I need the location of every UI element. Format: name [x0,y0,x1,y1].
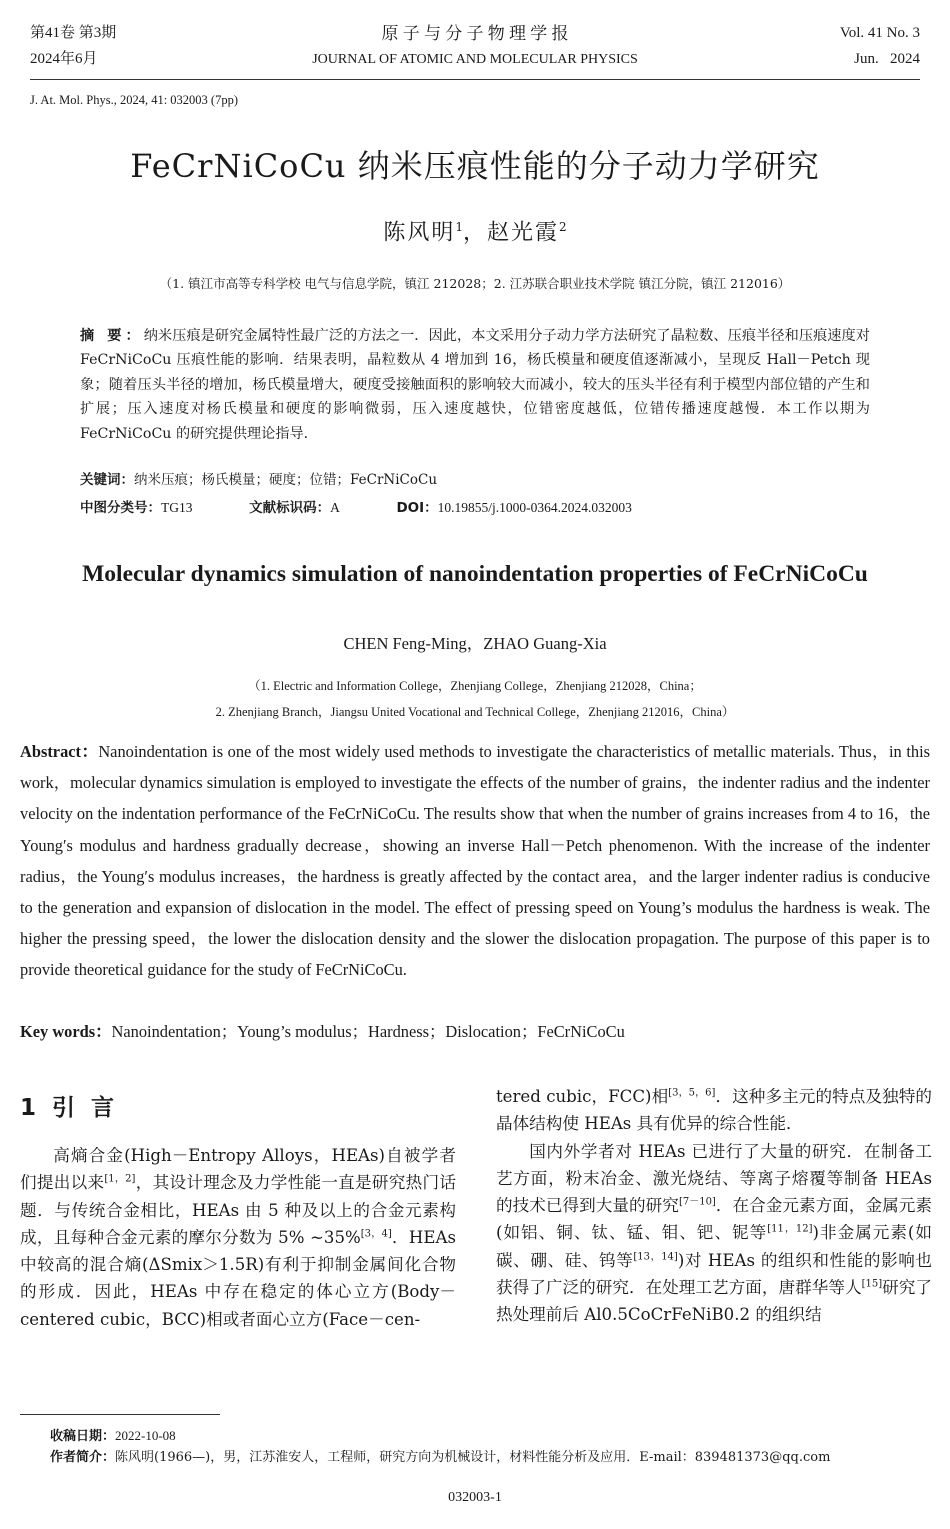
header-journal-en: JOURNAL OF ATOMIC AND MOLECULAR PHYSICS [312,52,638,67]
author-bio-label: 作者简介： [50,1450,116,1465]
author-1-zh: 陈风明 [383,220,456,246]
intro-text: )对 HEAs 的组织和性能的影响也获得了广泛的研究．在处理工艺方面，唐群华等人 [496,1250,933,1298]
keywords-en [20,1018,930,1046]
keywords-zh-text: 纳米压痕；杨氏模量；硬度；位错；FeCrNiCoCu [134,472,438,488]
intro-text: ．这种多主元的特点及独特的晶体结构使 HEAs 具有优异的综合性能． [496,1087,933,1134]
header-journal-zh: 原 子 与 分 子 物 理 学 报 [381,24,569,43]
reference-mark[interactable]: [3，4] [360,1228,392,1240]
classification-zh [80,497,900,519]
page-number: 032003-1 [448,1490,502,1505]
section-1-heading: 1 引 言 [20,1095,115,1121]
intro-paragraph-1-continued [496,1083,932,1138]
intro-text: 研究了热处理前后 Al0.5CoCrFeNiB0.2 的组织结 [496,1278,933,1325]
reference-mark[interactable]: [15] [861,1278,883,1290]
footnote-divider [20,1414,220,1415]
body-column-left [20,1142,456,1333]
keywords-en-label: Key words： [20,1022,112,1041]
affiliation-en-line-1: （1. Electric and Information College，Zhenjiang College，Zhenjiang 212028，China； [248,679,702,693]
reference-mark[interactable]: [3，5，6] [668,1087,716,1099]
author-2-affil-mark: 2 [559,220,567,234]
received-value: 2022-10-08 [115,1428,176,1443]
body-column-right [496,1083,932,1329]
intro-text: )非金属元素(如碳、硼、硅、钨等 [496,1223,932,1270]
header-date-zh: 2024年6月 [30,51,98,67]
doi-value: 10.19855/j.1000-0364.2024.032003 [437,500,632,515]
intro-text: 高熵合金(High－Entropy Alloys，HEAs)自被学者们提出以来 [20,1146,456,1193]
intro-text: ．在合金元素方面，金属元素(如铝、铜、钛、锰、钼、钯、铌等 [496,1196,933,1243]
clc-value: TG13 [161,500,193,515]
keywords-zh [80,469,870,491]
intro-text: ．HEAs 中较高的混合熵(ΔSmix＞1.5R)有利于抑制金属间化合物的形成．因此，HEAs 中存在稳定的体心立方(Body－centered cubic，BCC)相或者面心立方(Face－cen- [20,1227,456,1329]
author-bio-value: 陈风明(1966—)，男，江苏淮安人，工程师，研究方向为机械设计，材料性能分析及应用．E-mail：839481373@qq.com [115,1450,831,1465]
abstract-zh [80,324,870,446]
clc-label: 中图分类号： [80,500,161,516]
footnote-author [50,1448,930,1468]
doi-label: DOI： [396,500,438,516]
doc-code-label: 文献标识码： [249,500,331,516]
header-volume-zh: 第41卷 第3期 [30,25,117,41]
doc-code-value: A [330,500,340,515]
intro-text: 国内外学者对 HEAs 已进行了大量的研究．在制备工艺方面，粉末冶金、激光烧结、等离子熔覆等制备 HEAs 的技术已得到大量的研究 [496,1141,932,1216]
authors-en: CHEN Feng-Ming，ZHAO Guang-Xia [343,634,607,653]
intro-text: ，其设计理念及力学性能一直是研究热门话题．与传统合金相比，HEAs 由 5 种及以上的合金元素构成，且每种合金元素的摩尔分数为 5% ~35% [20,1173,457,1247]
abstract-zh-label: 摘 要： [80,328,144,344]
header-volume-en: Vol. 41 No. 3 [839,25,920,41]
title-zh: FeCrNiCoCu 纳米压痕性能的分子动力学研究 [130,147,820,185]
author-1-affil-mark: 1 [455,220,463,234]
reference-mark[interactable]: [13，14] [633,1251,678,1263]
intro-paragraph-1 [20,1142,456,1333]
reference-mark[interactable]: [1，2] [104,1173,136,1185]
affiliation-en-line-2: 2. Zhenjiang Branch，Jiangsu United Vocational and Technical College，Zhenjiang 212016，China） [215,705,735,719]
received-label: 收稿日期： [50,1429,116,1444]
affiliation-zh: （1. 镇江市高等专科学校 电气与信息学院，镇江 212028；2. 江苏联合职业技术学院 镇江分院，镇江 212016） [159,276,791,291]
citation-line: J. At. Mol. Phys., 2024, 41: 032003 (7pp) [30,93,239,107]
abstract-en-label: Abstract： [20,742,99,761]
author-separator: ， [462,220,487,246]
author-2-zh: 赵光霞 [487,220,560,246]
authors-zh [0,212,950,248]
header-date-en: Jun. 2024 [854,51,920,67]
keywords-en-text: Nanoindentation；Young’s modulus；Hardness；Dislocation；FeCrNiCoCu [111,1022,625,1041]
abstract-en-text: Nanoindentation is one of the most widely used methods to investigate the characteristics of metallic materials. Thus，in this work，molecular dynamics simulation is employed to investigate the effects of the number of grains，the indenter radius and the indenter velocity on the indentation performance of the FeCrNiCoCu. The results show that when the number of grains increases from 4 to 16，the Young′s modulus and hardness gradually decrease，showing an inverse Hall－Petch phenomenon. With the increase of the indenter radius，the Young′s modulus increases，the hardness is greatly affected by the contact area，and the larger indenter radius is conducive to the generation and expansion of dislocation in the model. The effect of pressing speed on Young’s modulus the hardness is weak. The higher the pressing speed，the lower the dislocation density and the slower the dislocation propagation. The purpose of this paper is to provide theoretical guidance for the study of FeCrNiCoCu. [20,742,931,980]
title-en: Molecular dynamics simulation of nanoindentation properties of FeCrNiCoCu [82,561,868,587]
abstract-zh-text: 纳米压痕是研究金属特性最广泛的方法之一．因此，本文采用分子动力学方法研究了晶粒数、压痕半径和压痕速度对 FeCrNiCoCu 压痕性能的影响．结果表明，晶粒数从 4 增加到 16，杨氏模量和硬度值逐渐减小，呈现反 Hall－Petch 现象；随着压头半径的增加，杨氏模量增大，硬度受接触面积的影响较大而减小，较大的压头半径有利于模型内部位错的产生和扩展；压入速度对杨氏模量和硬度的影响微弱，压入速度越快，位错密度越低，位错传播速度越慢．本工作以期为 FeCrNiCoCu 的研究提供理论指导． [80,328,870,442]
header-divider [30,79,920,80]
keywords-zh-label: 关键词： [80,472,134,488]
footnote-received [50,1426,930,1447]
intro-paragraph-2 [496,1138,932,1329]
abstract-en [20,736,930,986]
reference-mark[interactable]: [7－10] [678,1196,716,1208]
intro-text: tered cubic，FCC)相 [496,1087,669,1106]
reference-mark[interactable]: [11，12] [767,1223,813,1235]
